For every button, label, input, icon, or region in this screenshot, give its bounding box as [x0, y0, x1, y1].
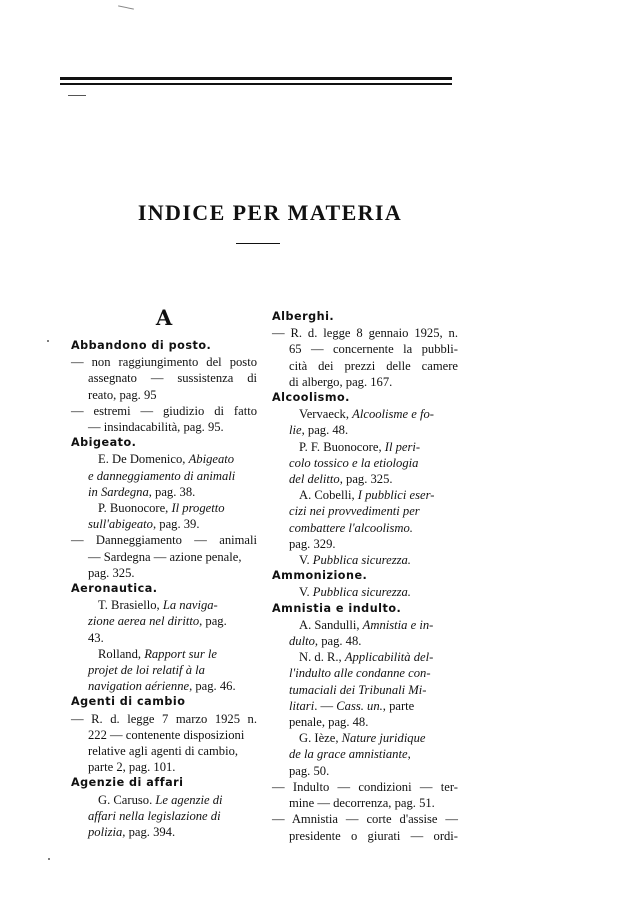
index-line — [71, 403, 257, 419]
entry-text: di albergo, pag. 167. — [289, 374, 393, 389]
entry-text: , pag. — [199, 614, 227, 629]
index-line — [272, 487, 458, 503]
entry-text: Rolland, — [98, 646, 145, 661]
italic-title: Cass. un. — [336, 698, 383, 713]
index-line — [272, 471, 458, 487]
index-heading — [272, 601, 458, 617]
index-line — [272, 811, 458, 827]
italic-title: tumaciali dei Tribunali Mi- — [289, 682, 427, 697]
italic-title: navigation aérienne — [88, 679, 190, 694]
italic-title: polizia — [88, 825, 123, 840]
entry-text: assegnato — sussistenza di — [88, 371, 257, 386]
entry-text: — Indulto — condizioni — ter- — [272, 779, 458, 794]
index-heading — [71, 338, 257, 354]
index-line — [272, 552, 458, 568]
index-line — [272, 763, 458, 779]
index-line — [71, 824, 257, 840]
index-line — [71, 630, 257, 646]
entry-text: P. Buonocore, — [98, 501, 172, 516]
index-line — [272, 536, 458, 552]
index-line — [272, 665, 458, 681]
entry-text: — insindacabilità, pag. 95. — [88, 420, 224, 435]
entry-text: P. F. Buonocore, — [299, 439, 385, 454]
entry-text: , pag. 38. — [148, 484, 196, 499]
entry-text: , parte — [382, 698, 415, 713]
entry-text: relative agli agenti di cambio, — [88, 744, 239, 759]
index-line — [272, 714, 458, 730]
entry-text: parte 2, pag. 101. — [88, 760, 176, 775]
title-divider — [236, 243, 280, 244]
scan-speck — [48, 858, 50, 860]
entry-text: mine — decorrenza, pag. 51. — [289, 796, 435, 811]
index-line — [272, 746, 458, 762]
top-rule-thin — [60, 83, 452, 85]
italic-title: Il peri- — [384, 439, 421, 454]
index-line — [71, 451, 257, 467]
index-line — [71, 613, 257, 629]
italic-title: Nature juridique — [341, 731, 426, 746]
italic-title: zione aerea nel diritto — [88, 614, 200, 629]
entry-text: G. Caruso. — [98, 792, 156, 807]
index-line — [71, 678, 257, 694]
entry-text: 43. — [88, 630, 104, 645]
index-line — [272, 341, 458, 357]
italic-title: Pubblica sicurezza. — [312, 553, 411, 568]
index-line — [71, 549, 257, 565]
italic-title: combattere l'alcoolismo. — [289, 520, 413, 535]
italic-title: e danneggiamento di animali — [88, 468, 236, 483]
entry-text: — R. d. legge 8 gennaio 1925, n. — [272, 326, 458, 341]
index-column-right — [272, 309, 458, 844]
italic-title: Rapport sur le — [144, 646, 217, 661]
index-line — [272, 584, 458, 600]
index-line — [272, 439, 458, 455]
entry-text: T. Brasiello, — [98, 598, 163, 613]
index-heading — [272, 568, 458, 584]
index-line — [71, 419, 257, 435]
entry-text: V. — [299, 585, 313, 600]
index-line — [272, 730, 458, 746]
entry-text: — Amnistia — corte d'assise — — [272, 812, 458, 827]
entry-text: A. Cobelli, — [299, 488, 358, 503]
italic-title: sull'abigeato — [88, 517, 153, 532]
index-line — [272, 698, 458, 714]
index-line — [272, 649, 458, 665]
entry-text: pag. 50. — [289, 763, 330, 778]
index-line — [71, 354, 257, 370]
index-line — [272, 682, 458, 698]
italic-title: Alcoolisme e fo- — [352, 407, 434, 422]
italic-title: colo tossico e la etiologia — [289, 455, 419, 470]
index-line — [71, 468, 257, 484]
italic-title: affari nella legislazione di — [88, 808, 221, 823]
index-heading — [71, 694, 257, 710]
italic-title: Amnistia e in- — [362, 617, 434, 632]
entry-text: Agenti di cambio — [71, 695, 186, 709]
italic-title: de la grace amnistiante — [289, 747, 408, 762]
scan-mark — [118, 5, 134, 9]
italic-title: dulto — [289, 634, 315, 649]
entry-text: presidente o giurati — ordi- — [289, 828, 458, 843]
entry-text: , pag. 39. — [152, 517, 200, 532]
index-line — [272, 617, 458, 633]
index-line — [272, 325, 458, 341]
index-heading — [71, 581, 257, 597]
entry-text: Amnistia e indulto. — [272, 601, 402, 615]
entry-text: . — — [314, 698, 337, 713]
scan-speck — [47, 340, 49, 342]
entry-text: reato, pag. 95 — [88, 387, 157, 402]
index-line — [71, 387, 257, 403]
section-letter: A — [155, 305, 173, 330]
index-line — [272, 422, 458, 438]
entry-text: Abigeato. — [71, 436, 137, 450]
italic-title: Pubblica sicurezza. — [312, 585, 411, 600]
index-line — [71, 597, 257, 613]
entry-text: 222 — contenente disposizioni — [88, 727, 245, 742]
italic-title: Le agenzie di — [155, 792, 223, 807]
entry-text: Aeronautica. — [71, 582, 158, 596]
index-line — [71, 646, 257, 662]
index-heading — [71, 435, 257, 451]
entry-text: , — [407, 747, 411, 762]
index-line — [272, 503, 458, 519]
italic-title: La naviga- — [162, 598, 218, 613]
entry-text: Alberghi. — [272, 310, 335, 323]
index-line — [272, 633, 458, 649]
italic-title: litari — [289, 698, 315, 713]
entry-text: — non raggiungimento del posto — [71, 355, 257, 370]
italic-title: del delitto — [289, 472, 340, 487]
entry-text: , pag. 48. — [314, 634, 362, 649]
entry-text: Abbandono di posto. — [71, 339, 212, 352]
index-line — [71, 808, 257, 824]
entry-text: — R. d. legge 7 marzo 1925 n. — [71, 711, 257, 726]
entry-text: , pag. 48. — [301, 423, 349, 438]
index-line — [272, 828, 458, 844]
entry-text: 65 — concernente la pubbli- — [289, 342, 458, 357]
index-heading — [272, 390, 458, 406]
italic-title: l'indulto alle condanne con- — [289, 666, 431, 681]
entry-text: , pag. 325. — [339, 472, 393, 487]
entry-text: — Sardegna — azione penale, — [88, 549, 242, 564]
index-line — [71, 516, 257, 532]
index-line — [272, 406, 458, 422]
entry-text: V. — [299, 553, 313, 568]
index-line — [71, 662, 257, 678]
index-heading — [71, 775, 257, 791]
index-line — [71, 727, 257, 743]
entry-text: — estremi — giudizio di fatto — [71, 403, 257, 418]
entry-text: , pag. 394. — [122, 825, 176, 840]
entry-text: E. De Domenico, — [98, 452, 189, 467]
index-line — [71, 500, 257, 516]
index-line — [71, 532, 257, 548]
index-line — [272, 455, 458, 471]
index-line — [71, 565, 257, 581]
entry-text: pag. 325. — [88, 565, 135, 580]
entry-text: — Danneggiamento — animali — [71, 533, 257, 548]
entry-text: Alcoolismo. — [272, 391, 350, 405]
index-line — [71, 792, 257, 808]
index-line — [272, 779, 458, 795]
index-line — [272, 358, 458, 374]
page-title: INDICE PER MATERIA — [137, 200, 403, 225]
entry-text: N. d. R., — [299, 650, 345, 665]
index-line — [272, 374, 458, 390]
entry-text: penale, pag. 48. — [289, 715, 369, 730]
entry-text: A. Sandulli, — [299, 617, 363, 632]
index-line — [71, 484, 257, 500]
index-line — [71, 370, 257, 386]
entry-text: G. Ièze, — [299, 731, 342, 746]
index-line — [71, 759, 257, 775]
entry-text: pag. 329. — [289, 536, 336, 551]
entry-text: Vervaeck, — [299, 407, 353, 422]
index-line — [272, 520, 458, 536]
scan-mark — [68, 95, 86, 96]
index-line — [71, 711, 257, 727]
entry-text: Agenzie di affari — [71, 776, 184, 790]
top-rule-thick — [60, 77, 452, 80]
italic-title: Abigeato — [188, 452, 235, 467]
italic-title: in Sardegna — [88, 484, 149, 499]
entry-text: cità dei prezzi delle camere — [289, 358, 458, 373]
entry-text: Ammonizione. — [272, 569, 368, 583]
entry-text: , pag. 46. — [189, 679, 236, 694]
index-column-left — [71, 338, 257, 840]
index-heading — [272, 309, 458, 325]
index-line — [272, 795, 458, 811]
italic-title: I pubblici eser- — [357, 488, 435, 503]
italic-title: lie — [289, 423, 302, 438]
italic-title: cizi nei provvedimenti per — [289, 504, 420, 519]
italic-title: Il progetto — [171, 501, 225, 516]
italic-title: projet de loi relatif à la — [88, 663, 205, 678]
italic-title: Applicabilità del- — [344, 650, 434, 665]
index-line — [71, 743, 257, 759]
